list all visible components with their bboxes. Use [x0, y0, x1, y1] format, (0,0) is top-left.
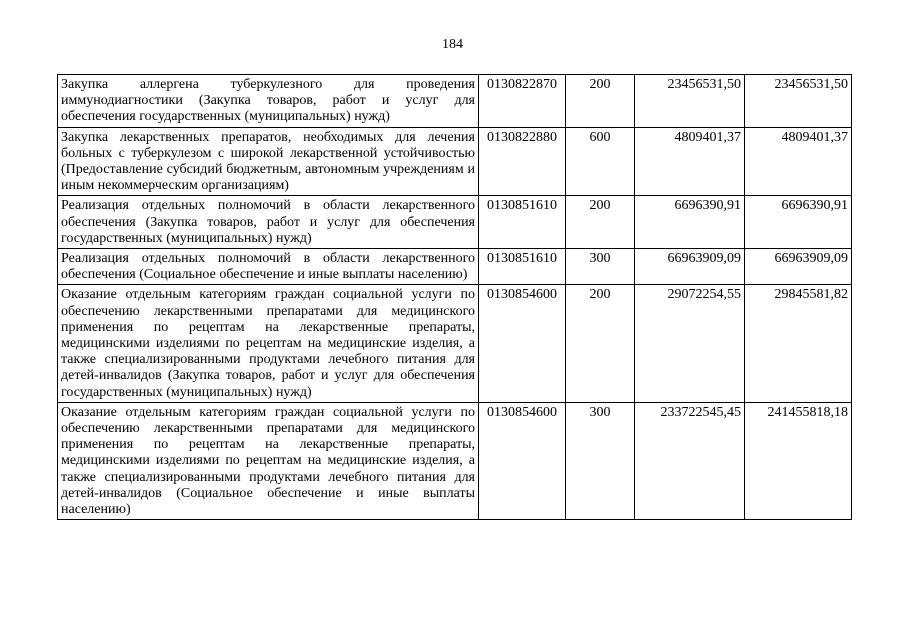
target-code-cell: 0130851610 [479, 196, 566, 249]
table-row [58, 127, 852, 196]
expense-type-cell: 200 [566, 196, 635, 249]
expense-type-cell: 300 [566, 402, 635, 519]
amount-cell-1: 233722545,45 [635, 402, 745, 519]
target-code-cell: 0130854600 [479, 285, 566, 402]
expense-name-cell: Закупка лекарственных препаратов, необходимых для лечения больных с туберкулезом с широкой лекарственной устойчивостью (Предоставление субсидий бюджетным, автономным учреждениям и иным некоммерческим организациям) [58, 127, 479, 196]
expense-name-cell: Закупка аллергена туберкулезного для проведения иммунодиагностики (Закупка товаров, работ и услуг для обеспечения государственных (муниципальных) нужд) [58, 75, 479, 128]
expense-name-cell: Оказание отдельным категориям граждан социальной услуги по обеспечению лекарственными препаратами для медицинского применения по рецептам на лекарственные препараты, медицинскими изделиями по рецептам на медицинские изделия, а также специализированными продуктами лечебного питания для детей-инвалидов (Социальное обеспечение и иные выплаты населению) [58, 402, 479, 519]
expense-type-cell: 300 [566, 249, 635, 285]
amount-cell-1: 29072254,55 [635, 285, 745, 402]
table-row [58, 402, 852, 519]
amount-cell-2: 241455818,18 [745, 402, 852, 519]
table-row [58, 196, 852, 249]
amount-cell-1: 23456531,50 [635, 75, 745, 128]
expense-name-cell: Реализация отдельных полномочий в области лекарственного обеспечения (Закупка товаров, работ и услуг для обеспечения государственных (муниципальных) нужд) [58, 196, 479, 249]
target-code-cell: 0130851610 [479, 249, 566, 285]
amount-cell-2: 29845581,82 [745, 285, 852, 402]
target-code-cell: 0130854600 [479, 402, 566, 519]
amount-cell-1: 66963909,09 [635, 249, 745, 285]
amount-cell-2: 6696390,91 [745, 196, 852, 249]
expense-type-cell: 200 [566, 75, 635, 128]
expense-type-cell: 600 [566, 127, 635, 196]
amount-cell-2: 23456531,50 [745, 75, 852, 128]
table-row [58, 75, 852, 128]
budget-table [57, 74, 852, 520]
amount-cell-1: 6696390,91 [635, 196, 745, 249]
expense-name-cell: Реализация отдельных полномочий в области лекарственного обеспечения (Социальное обеспечение и иные выплаты населению) [58, 249, 479, 285]
table-row [58, 249, 852, 285]
target-code-cell: 0130822880 [479, 127, 566, 196]
expense-type-cell: 200 [566, 285, 635, 402]
amount-cell-2: 4809401,37 [745, 127, 852, 196]
amount-cell-1: 4809401,37 [635, 127, 745, 196]
page-number: 184 [442, 37, 463, 52]
table-row [58, 285, 852, 402]
amount-cell-2: 66963909,09 [745, 249, 852, 285]
target-code-cell: 0130822870 [479, 75, 566, 128]
expense-name-cell: Оказание отдельным категориям граждан социальной услуги по обеспечению лекарственными препаратами для медицинского применения по рецептам на лекарственные препараты, медицинскими изделиями по рецептам на медицинские изделия, а также специализированными продуктами лечебного питания для детей-инвалидов (Закупка товаров, работ и услуг для обеспечения государственных (муниципальных) нужд) [58, 285, 479, 402]
